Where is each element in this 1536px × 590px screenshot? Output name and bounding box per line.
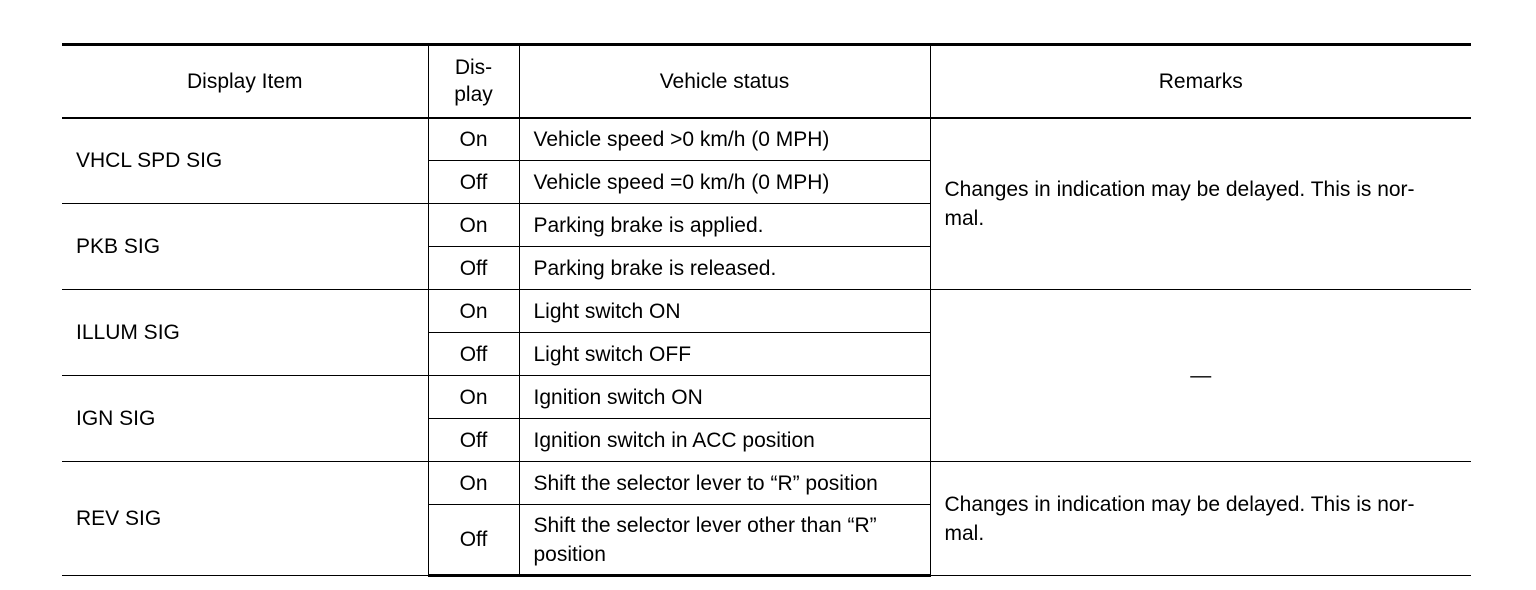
- display-value: Off: [428, 505, 519, 576]
- header-display-item: Display Item: [62, 45, 428, 118]
- table-row: [62, 118, 1471, 161]
- remarks-line1: Changes in indication may be delayed. This is nor-: [944, 177, 1415, 201]
- display-value: On: [428, 462, 519, 505]
- vehicle-status: Ignition switch in ACC position: [519, 419, 930, 462]
- table-row: [62, 462, 1471, 505]
- vehicle-status-line2: position: [533, 542, 606, 566]
- display-value: On: [428, 118, 519, 161]
- vehicle-status: Parking brake is released.: [519, 247, 930, 290]
- display-value: On: [428, 376, 519, 419]
- header-remarks: Remarks: [930, 45, 1471, 118]
- header-display: [428, 45, 519, 118]
- remarks-line2: mal.: [944, 206, 985, 230]
- remarks-cell: —: [930, 290, 1471, 462]
- remarks-cell: [930, 462, 1471, 576]
- remarks-cell: [930, 118, 1471, 290]
- header-display-line2: play: [454, 83, 493, 107]
- table-header-row: [62, 45, 1471, 118]
- display-value: Off: [428, 247, 519, 290]
- display-value: On: [428, 204, 519, 247]
- display-item-name: IGN SIG: [62, 376, 428, 462]
- display-item-name: VHCL SPD SIG: [62, 118, 428, 204]
- table-row: [62, 290, 1471, 333]
- display-value: Off: [428, 161, 519, 204]
- vehicle-status: Vehicle speed >0 km/h (0 MPH): [519, 118, 930, 161]
- display-item-name: ILLUM SIG: [62, 290, 428, 376]
- remarks-line2: mal.: [944, 521, 985, 545]
- vehicle-status: Ignition switch ON: [519, 376, 930, 419]
- header-display-line1: Dis-: [454, 56, 493, 80]
- vehicle-status: Shift the selector lever to “R” position: [519, 462, 930, 505]
- display-item-name: REV SIG: [62, 462, 428, 576]
- vehicle-status: [519, 505, 930, 576]
- display-item-name: PKB SIG: [62, 204, 428, 290]
- vehicle-status-line1: Shift the selector lever other than “R”: [533, 513, 877, 537]
- remarks-line1: Changes in indication may be delayed. This is nor-: [944, 492, 1415, 516]
- display-item-table: [62, 43, 1471, 577]
- display-value: Off: [428, 419, 519, 462]
- display-value: Off: [428, 333, 519, 376]
- vehicle-status: Vehicle speed =0 km/h (0 MPH): [519, 161, 930, 204]
- vehicle-status: Light switch ON: [519, 290, 930, 333]
- display-value: On: [428, 290, 519, 333]
- vehicle-status: Light switch OFF: [519, 333, 930, 376]
- vehicle-status: Parking brake is applied.: [519, 204, 930, 247]
- header-vehicle-status: Vehicle status: [519, 45, 930, 118]
